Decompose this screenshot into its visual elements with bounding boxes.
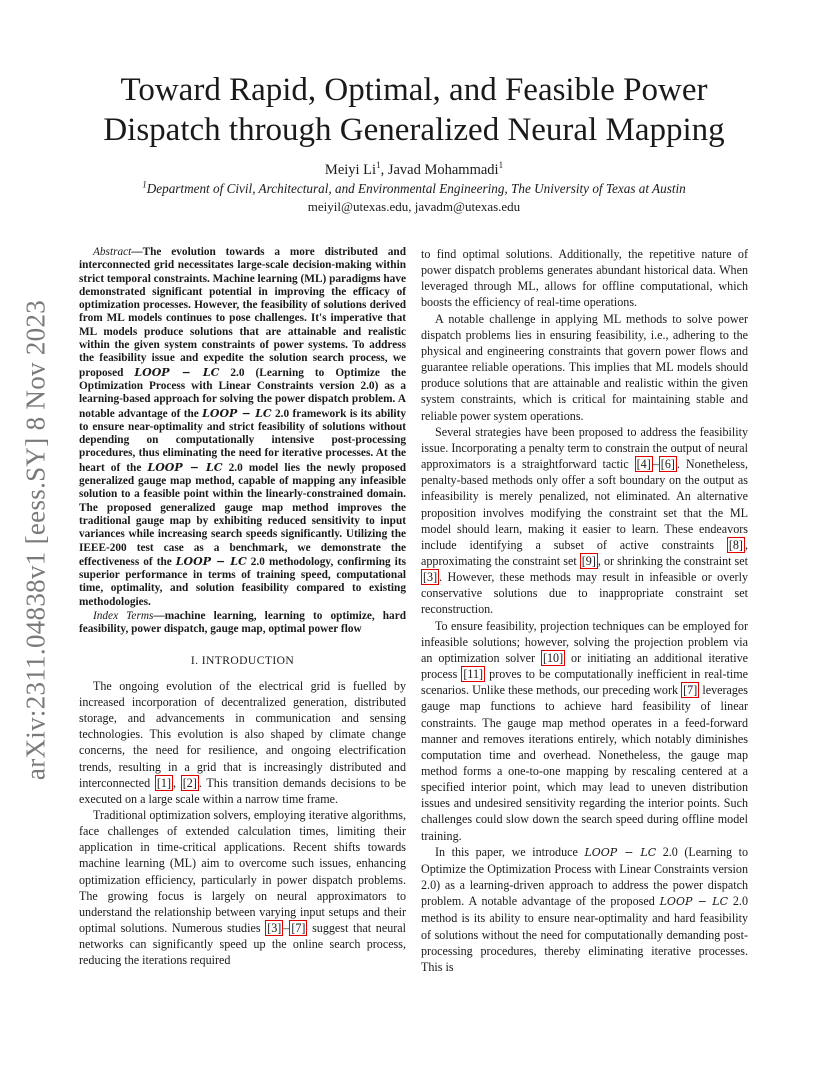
citation-range-dash: – <box>283 921 290 936</box>
paper-title <box>60 70 768 150</box>
arxiv-sidebar <box>16 280 56 800</box>
paragraph-text: or initiating an additional iterative process <box>421 650 748 682</box>
contribution-paragraph <box>421 844 748 975</box>
index-terms-text: —machine learning, learning to optimize, hard feasibility, power dispatch, gauge map, optimal power flow <box>79 610 407 636</box>
abstract-label: Abstract <box>93 246 132 258</box>
left-column <box>79 246 406 969</box>
paragraph-text: Several strategies have been proposed to address the feasibility issue. Incorporating a penalty term to constrain the output of neural approximators is a straightforward tactic <box>421 424 748 472</box>
method-name: LOOP − LC <box>202 406 272 420</box>
title-line-2: Dispatch through Generalized Neural Mapping <box>103 112 725 148</box>
paragraph-text: method is its ability to ensure near-optimality and hard feasibility of solutions without the need for computationally demanding post-processing procedures, thereby eliminating iterative processes. This is <box>421 911 748 974</box>
paragraph-text: . This transition demands decisions to be executed on a large scale within a narrow time frame. <box>79 775 406 806</box>
citation-link[interactable]: [7] <box>683 683 698 698</box>
paragraph-text: suggest that neural networks can significantly speed up the online search process, reducing the iterations required <box>79 921 406 968</box>
citation-link[interactable]: [9] <box>581 553 596 568</box>
abstract-text: —The evolution towards a more distributed and interconnected grid necessitates large-scale decision-making within strict temporal constraints. Machine learning (ML) paradigms have demonstrated significant potential in improving the efficacy of optimization processes. However, the feasibility of solutions derived from ML models continues to pose challenges. It's imperative that ML models produce solutions that are attainable and realistic within the given system constraints of power systems. To address the feasibility issue and expedite the solution search process, we proposed <box>79 246 406 379</box>
section-heading: I. INTRODUCTION <box>190 653 295 667</box>
citation-link[interactable]: [6] <box>660 457 675 472</box>
citation-range-dash: – <box>652 457 659 472</box>
paragraph-text: . However, these methods may result in infeasible or overly conservative solutions due to inappropriate constraint set reconstruction. <box>421 570 748 617</box>
paragraph-text: (Learning to Optimize the Optimization Process with Linear Constraints version 2.0) as a learning-driven approach to address the power dispatch problem. A notable advantage of the proposed <box>421 844 748 909</box>
abstract-text: model lies the newly proposed generalized gauge map method, capable of mapping any infeasible solution to a feasible point within the linearly-constrained domain. The proposed generalized gauge map method improves the traditional gauge map by exhibiting reduced sensitivity to input variances while increasing search speeds significantly. Utilizing the IEEE-200 test case as a benchmark, we demonstrate the effectiveness of the <box>79 461 406 568</box>
affiliation <box>60 181 768 197</box>
method-name: LOOP − LC <box>584 845 657 859</box>
author-emails: meiyil@utexas.edu, javadm@utexas.edu <box>307 199 521 214</box>
method-version: 2.0 <box>246 555 265 568</box>
citation-link[interactable]: [11] <box>463 667 484 682</box>
paragraph-text: , approximating the constraint set <box>421 537 748 568</box>
affiliation-mark: 1 <box>376 160 381 171</box>
author-name: Javad Mohammadi <box>387 162 499 178</box>
citation-link[interactable]: [4] <box>636 457 651 472</box>
arxiv-identifier: arXiv:2311.04838v1 [eess.SY] 8 Nov 2023 <box>20 299 51 781</box>
affiliation-mark: 1 <box>142 179 147 190</box>
citation-link[interactable]: [7] <box>291 921 306 936</box>
citation-separator: , <box>173 775 181 790</box>
paragraph-text: To ensure feasibility, projection techniques can be employed for infeasible solutions; however, solving the projection problem via an optimization solver <box>421 618 748 665</box>
citation-link[interactable]: [1] <box>156 775 172 790</box>
citation-link[interactable]: [10] <box>542 650 564 665</box>
abstract-text: (Learning to Optimize the Optimization Process with Linear Constraints version 2.0) as a learning-based approach for solving the power dispatch problem. A notable advantage of the <box>79 366 406 420</box>
method-version: 2.0 <box>222 461 243 474</box>
intro-paragraph-2 <box>79 807 406 969</box>
abstract <box>79 246 406 609</box>
paragraph-text: Traditional optimization solvers, employing iterative algorithms, face challenges of extended calculation times, limiting their application in time-critical applications. Recent shifts towards machine learning (ML) aim to overcome such issues, enhancing optimization efficiency, particularly in power dispatch problems. The growing focus is largely on neural approximators to understand the relationship between varying input setups and their optimal solutions. Numerous studies <box>79 808 406 936</box>
projection-paragraph <box>421 618 748 844</box>
paragraph-text: The ongoing evolution of the electrical grid is fuelled by increased incorporation of decentralized generation, distributed storage, and advancements in communication and sensing technologies. This evolution is also shaped by climate change concerns, the need for resilience, and ongoing electrification trends, resulting in a grid that is increasingly distributed and interconnected <box>79 678 406 790</box>
method-name: LOOP − LC <box>134 365 220 379</box>
method-version: 2.0 <box>271 407 290 420</box>
citation-link[interactable]: [2] <box>182 775 197 790</box>
paragraph-text: , or shrinking the constraint set <box>597 553 748 568</box>
intro-paragraph-1 <box>79 678 406 807</box>
continued-paragraph: to find optimal solutions. Additionally, the repetitive nature of power dispatch problems generates abundant historical data. When leveraged through ML, allows for offline computational, which boosts the efficiency of real-time operations. <box>421 247 748 310</box>
feasibility-paragraph: A notable challenge in applying ML methods to solve power dispatch problems lies in ensuring feasibility, i.e., adhering to the physical and engineering constraints that govern power flows and guarantee reliable operations. This implies that ML models should produce solutions that are attainable and realistic within the given system constraints, which is critical for maintaining stable and reliable power system operations. <box>421 311 748 423</box>
strategies-paragraph <box>421 424 748 618</box>
author-separator: , <box>380 162 388 178</box>
method-version: 2.0 <box>656 844 678 859</box>
right-column <box>421 246 748 975</box>
method-version: 2.0 <box>219 366 245 379</box>
affiliation-text: Department of Civil, Architectural, and Environmental Engineering, The University of Texas at Austin <box>146 181 686 196</box>
abstract-text: methodology, confirming its superior performance in terms of training speed, computational time, optimality, and solution feasibility compared to existing methodologies. <box>79 555 406 608</box>
paragraph-text: proves to be computationally inefficient in real-time scenarios. Unlike these methods, our preceding work <box>421 667 748 698</box>
method-name: LOOP − LC <box>175 554 247 568</box>
title-line-1: Toward Rapid, Optimal, and Feasible Power <box>120 72 708 108</box>
author-list <box>60 162 768 179</box>
author-name: Meiyi Li <box>324 162 377 178</box>
method-name: LOOP − LC <box>659 895 728 909</box>
paragraph-text: leverages gauge map functions to achieve hard feasibility of linear constraints. The gauge map method operates in a feed-forward manner and removes iterations entirely, which notably diminishes computation time and overhead. Nonetheless, the gauge map method forms a one-to-one mapping by rescaling centered at a specified interior point, which may lead to uneven distribution issues and undesired sensitivity regarding the interior points. Such challenges could slow down the search speed during offline model training. <box>421 683 749 843</box>
method-name: LOOP − LC <box>147 460 223 474</box>
index-terms-label: Index Terms <box>93 610 154 623</box>
index-terms <box>79 610 406 637</box>
abstract-text: framework is its ability to ensure near-optimality and strict feasibility of solutions without depending on computationally intensive post-processing procedures, thus eliminating the need for iterative processes. At the heart of the <box>79 407 406 474</box>
affiliation-mark: 1 <box>498 160 504 171</box>
method-version: 2.0 <box>728 894 748 909</box>
citation-link[interactable]: [3] <box>267 921 282 936</box>
paragraph-text: . Nonetheless, penalty-based methods only offer a soft boundary on the output as infeasibility is merely penalized, not eliminated. An alternative proposition involves modifying the constraint set that the ML model should learn, making it easier to learn. These endeavors include identifying a subset of active constraints <box>421 457 748 552</box>
paragraph-text: In this paper, we introduce <box>435 844 585 859</box>
citation-link[interactable]: [8] <box>728 537 743 552</box>
citation-link[interactable]: [3] <box>423 570 438 585</box>
